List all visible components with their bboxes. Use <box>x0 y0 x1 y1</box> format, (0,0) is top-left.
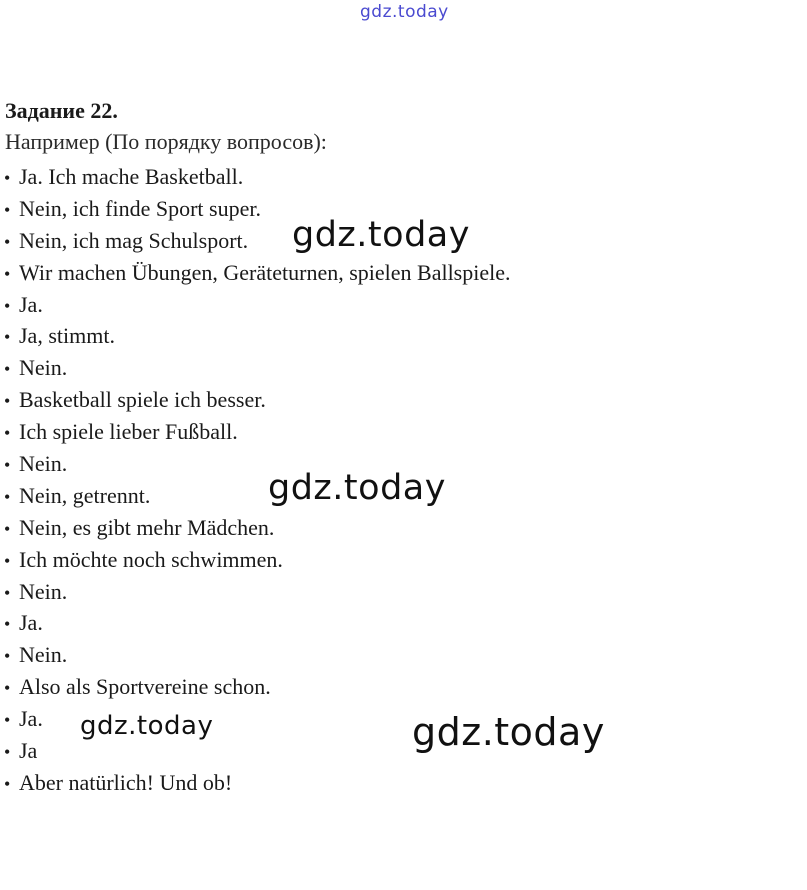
bullet-icon: • <box>4 199 11 220</box>
answer-text: Nein, ich finde Sport super. <box>19 195 261 221</box>
list-item <box>4 512 511 544</box>
bullet-icon: • <box>4 455 11 476</box>
bullet-icon: • <box>4 327 11 348</box>
watermark: gdz.today <box>80 711 214 741</box>
answer-text: Ja, stimmt. <box>19 323 115 349</box>
bullet-icon: • <box>4 168 11 188</box>
answer-text: Nein, getrennt. <box>19 482 151 508</box>
list-item <box>4 671 511 703</box>
list-item <box>4 416 511 448</box>
answer-text: Ja <box>19 738 38 764</box>
list-item <box>4 257 511 289</box>
bullet-icon: • <box>4 359 11 380</box>
bullet-icon: • <box>4 231 11 252</box>
bullet-icon: • <box>4 391 11 412</box>
bullet-icon: • <box>4 486 11 507</box>
list-item <box>4 767 511 799</box>
list-item <box>4 576 511 608</box>
bullet-icon: • <box>4 614 11 635</box>
watermark: gdz.today <box>412 710 605 754</box>
answer-text: Ich spiele lieber Fußball. <box>19 419 238 445</box>
bullet-icon: • <box>4 773 11 794</box>
bullet-icon: • <box>4 742 11 763</box>
answer-text: Nein, ich mag Schulsport. <box>19 227 249 253</box>
list-item <box>4 639 511 671</box>
answer-text: Nein, es gibt mehr Mädchen. <box>19 514 275 540</box>
answer-text: Basketball spiele ich besser. <box>19 387 266 413</box>
bullet-icon: • <box>4 646 11 667</box>
bullet-icon: • <box>4 678 11 699</box>
list-item <box>4 320 511 352</box>
list-item <box>4 352 511 384</box>
task-heading: Задание 22. <box>5 98 118 123</box>
answer-text: Nein. <box>19 642 68 668</box>
bullet-icon: • <box>4 710 11 731</box>
answer-text: Aber natürlich! Und ob! <box>19 769 233 795</box>
watermark: gdz.today <box>268 468 446 508</box>
watermark: gdz.today <box>292 215 470 255</box>
list-item <box>4 544 511 576</box>
list-item <box>4 384 511 416</box>
bullet-icon: • <box>4 423 11 444</box>
list-item <box>4 161 511 193</box>
answer-text: Also als Sportvereine schon. <box>19 674 271 700</box>
answer-text: Nein. <box>19 578 68 604</box>
answer-text: Ich möchte noch schwimmen. <box>19 546 283 572</box>
bullet-icon: • <box>4 550 11 571</box>
answer-text: Ja. Ich mache Basketball. <box>19 164 244 189</box>
answer-text: Ja. <box>19 610 43 636</box>
answer-text: Wir machen Übungen, Geräteturnen, spielen Ballspiele. <box>19 259 511 285</box>
answer-text: Ja. <box>19 291 43 317</box>
answer-text: Nein. <box>19 355 68 381</box>
bullet-icon: • <box>4 295 11 316</box>
bullet-icon: • <box>4 518 11 539</box>
list-item <box>4 289 511 321</box>
bullet-icon: • <box>4 582 11 603</box>
task-intro: Например (По порядку вопросов): <box>5 129 327 154</box>
answer-text: Ja. <box>19 706 43 732</box>
answer-text: Nein. <box>19 451 68 477</box>
bullet-icon: • <box>4 263 11 284</box>
watermark-top: gdz.today <box>360 2 449 22</box>
list-item <box>4 607 511 639</box>
